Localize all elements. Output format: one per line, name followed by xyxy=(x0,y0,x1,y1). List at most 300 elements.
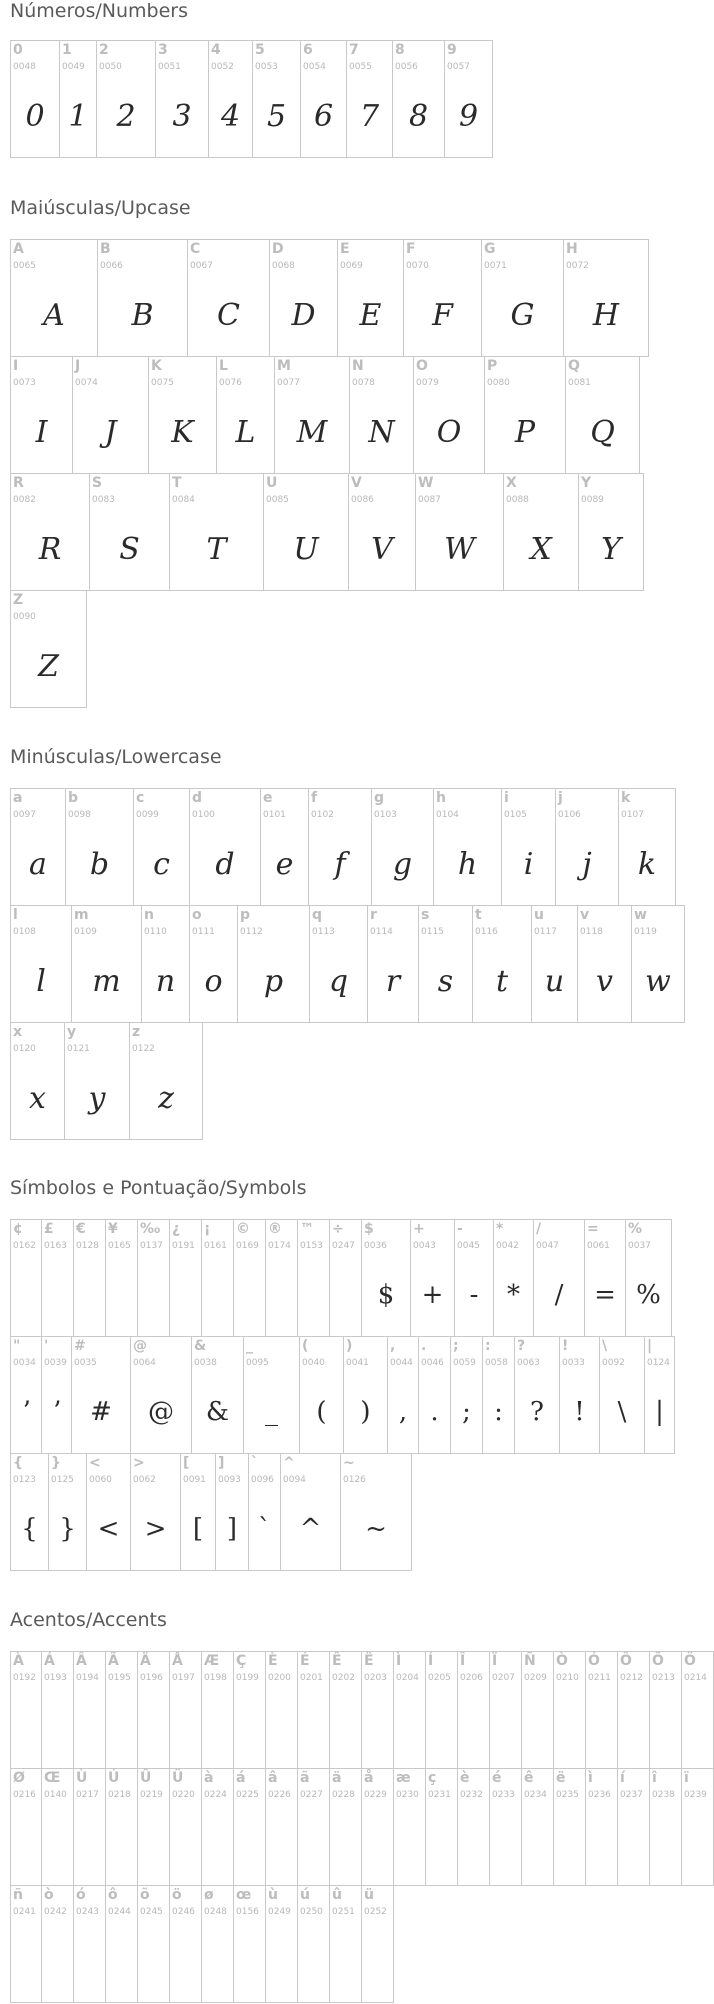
glyph-cell xyxy=(10,1336,42,1454)
glyph-char-label: O xyxy=(416,358,428,374)
glyph-code: 0064 xyxy=(133,1358,156,1368)
glyph-sample: G xyxy=(510,297,535,333)
glyph-cell xyxy=(73,1219,106,1337)
glyph-cell xyxy=(187,239,270,357)
glyph-cell xyxy=(410,1219,455,1337)
glyph-code: 0237 xyxy=(620,1790,643,1800)
glyph-code: 0052 xyxy=(211,62,234,72)
glyph-code: 0041 xyxy=(346,1358,369,1368)
glyph-cell xyxy=(41,1885,74,2003)
glyph-code: 0059 xyxy=(453,1358,476,1368)
glyph-cell xyxy=(10,590,87,708)
glyph-sample: Y xyxy=(601,531,621,567)
glyph-sample: n xyxy=(155,963,176,999)
glyph-code: 0112 xyxy=(240,927,263,937)
glyph-sample: 8 xyxy=(408,98,429,134)
glyph-cell xyxy=(280,1453,341,1571)
glyph-char-label: C xyxy=(190,241,201,257)
glyph-char-label: Z xyxy=(13,592,24,608)
glyph-char-label: ( xyxy=(302,1338,309,1354)
glyph-sample: K xyxy=(171,414,194,450)
glyph-char-label: Ã xyxy=(108,1653,119,1669)
glyph-cell xyxy=(565,356,640,474)
glyph-char-label: T xyxy=(172,475,182,491)
glyph-char-label: Ó xyxy=(588,1653,600,1669)
glyph-char-label: @ xyxy=(133,1338,147,1354)
glyph-char-label: Ï xyxy=(492,1653,498,1669)
glyph-char-label: Å xyxy=(172,1653,183,1669)
glyph-char-label: < xyxy=(89,1455,101,1471)
glyph-char-label: ~ xyxy=(343,1455,355,1471)
glyph-sample xyxy=(330,1254,361,1336)
glyph-cell xyxy=(141,905,190,1023)
glyph-char-label: á xyxy=(236,1770,246,1786)
glyph-cell xyxy=(73,1651,106,1769)
glyph-cell xyxy=(393,1651,426,1769)
glyph-char-label: $ xyxy=(364,1221,374,1237)
glyph-code: 0242 xyxy=(44,1907,67,1917)
glyph-sample xyxy=(330,1803,361,1885)
glyph-char-label: y xyxy=(67,1024,77,1040)
glyph-sample xyxy=(490,1803,521,1885)
glyph-code: 0206 xyxy=(460,1673,483,1683)
glyph-code: 0078 xyxy=(352,378,375,388)
glyph-cell xyxy=(297,1768,330,1886)
glyph-cell xyxy=(201,1885,234,2003)
glyph-code: 0228 xyxy=(332,1790,355,1800)
glyph-cell xyxy=(649,1768,682,1886)
glyph-char-label: Ä xyxy=(140,1653,151,1669)
glyph-code: 0100 xyxy=(192,810,215,820)
glyph-sample: 7 xyxy=(359,98,380,134)
glyph-code: 0042 xyxy=(496,1241,519,1251)
glyph-cell xyxy=(263,473,349,591)
glyph-code: 0224 xyxy=(204,1790,227,1800)
glyph-char-label: * xyxy=(496,1221,504,1237)
glyph-code: 0043 xyxy=(413,1241,436,1251)
glyph-code: 0110 xyxy=(144,927,167,937)
glyph-sample xyxy=(394,1686,425,1768)
glyph-cell xyxy=(10,1651,42,1769)
glyph-code: 0239 xyxy=(684,1790,707,1800)
glyph-code: 0071 xyxy=(484,261,507,271)
glyph-sample xyxy=(11,1254,41,1336)
glyph-sample: 4 xyxy=(220,98,241,134)
glyph-cell xyxy=(10,788,66,906)
glyph-cell xyxy=(41,1336,72,1454)
glyph-cell xyxy=(297,1885,330,2003)
glyph-code: 0213 xyxy=(652,1673,675,1683)
glyph-cell xyxy=(137,1219,170,1337)
glyph-char-label: N xyxy=(352,358,364,374)
glyph-code: 0040 xyxy=(302,1358,325,1368)
glyph-code: 0192 xyxy=(13,1673,36,1683)
section-title-lowercase: Minúsculas/Lowercase xyxy=(10,746,222,768)
glyph-cell xyxy=(649,1651,682,1769)
glyph-char-label: 4 xyxy=(211,42,221,58)
glyph-char-label: Ö xyxy=(684,1653,696,1669)
glyph-char-label: " xyxy=(13,1338,21,1354)
glyph-code: 0225 xyxy=(236,1790,259,1800)
glyph-code: 0230 xyxy=(396,1790,419,1800)
glyph-char-label: k xyxy=(621,790,631,806)
glyph-code: 0198 xyxy=(204,1673,227,1683)
glyph-char-label: ö xyxy=(172,1887,182,1903)
glyph-code: 0248 xyxy=(204,1907,227,1917)
glyph-sample: \ xyxy=(617,1397,627,1427)
glyph-char-label: ó xyxy=(76,1887,86,1903)
glyph-sample xyxy=(42,1803,73,1885)
glyph-sample: j xyxy=(582,846,592,882)
glyph-char-label: n xyxy=(144,907,154,923)
glyph-code: 0118 xyxy=(580,927,603,937)
glyph-code: 0216 xyxy=(13,1790,36,1800)
glyph-code: 0057 xyxy=(447,62,470,72)
glyph-char-label: Ô xyxy=(620,1653,632,1669)
glyph-sample xyxy=(458,1686,489,1768)
glyph-code: 0219 xyxy=(140,1790,163,1800)
glyph-sample xyxy=(74,1920,105,2002)
glyph-cell xyxy=(41,1219,74,1337)
glyph-sample xyxy=(202,1686,233,1768)
glyph-code: 0210 xyxy=(556,1673,579,1683)
glyph-sample: : xyxy=(494,1397,503,1427)
glyph-sample: u xyxy=(544,963,565,999)
glyph-char-label: E xyxy=(340,241,350,257)
glyph-cell xyxy=(105,1651,138,1769)
glyph-cell xyxy=(457,1651,490,1769)
glyph-code: 0044 xyxy=(390,1358,413,1368)
glyph-sample: ] xyxy=(226,1514,238,1544)
glyph-sample xyxy=(586,1803,617,1885)
glyph-cell xyxy=(10,905,72,1023)
glyph-sample xyxy=(42,1254,73,1336)
glyph-cell xyxy=(10,473,90,591)
glyph-cell xyxy=(105,1885,138,2003)
glyph-code: 0068 xyxy=(272,261,295,271)
glyph-sample: N xyxy=(368,414,395,450)
glyph-char-label: ) xyxy=(346,1338,353,1354)
glyph-sample xyxy=(458,1803,489,1885)
glyph-code: 0231 xyxy=(428,1790,451,1800)
glyph-cell xyxy=(599,1336,645,1454)
glyph-code: 0245 xyxy=(140,1907,163,1917)
glyph-char-label: ø xyxy=(204,1887,214,1903)
glyph-cell xyxy=(329,1885,362,2003)
glyph-cell xyxy=(425,1651,458,1769)
glyph-code: 0033 xyxy=(562,1358,585,1368)
glyph-sample: $ xyxy=(377,1280,395,1310)
glyph-cell xyxy=(89,473,170,591)
glyph-char-label: © xyxy=(236,1221,250,1237)
glyph-code: 0123 xyxy=(13,1475,36,1485)
glyph-char-label: 7 xyxy=(349,42,359,58)
glyph-code: 0056 xyxy=(395,62,418,72)
glyph-sample: ` xyxy=(258,1514,271,1544)
glyph-code: 0207 xyxy=(492,1673,515,1683)
glyph-char-label: 0 xyxy=(13,42,23,58)
glyph-char-label: i xyxy=(504,790,509,806)
glyph-cell xyxy=(577,905,632,1023)
glyph-char-label: Ø xyxy=(13,1770,25,1786)
glyph-sample xyxy=(202,1920,233,2002)
glyph-code: 0249 xyxy=(268,1907,291,1917)
glyph-code: 0063 xyxy=(517,1358,540,1368)
glyph-cell xyxy=(346,40,393,158)
glyph-cell xyxy=(531,905,578,1023)
glyph-code: 0236 xyxy=(588,1790,611,1800)
glyph-code: 0055 xyxy=(349,62,372,72)
glyph-sample xyxy=(618,1803,649,1885)
glyph-sample xyxy=(266,1920,297,2002)
glyph-cell xyxy=(64,1022,130,1140)
glyph-sample: / xyxy=(554,1280,564,1310)
glyph-sample: q xyxy=(328,963,349,999)
glyph-code: 0083 xyxy=(92,495,115,505)
glyph-cell xyxy=(585,1651,618,1769)
glyph-cell xyxy=(489,1768,522,1886)
glyph-code: 0107 xyxy=(621,810,644,820)
glyph-code: 0073 xyxy=(13,378,36,388)
glyph-char-label: Y xyxy=(581,475,592,491)
glyph-char-label: ¢ xyxy=(13,1221,23,1237)
glyph-sample: F xyxy=(432,297,453,333)
glyph-sample: L xyxy=(235,414,256,450)
glyph-code: 0200 xyxy=(268,1673,291,1683)
glyph-sample: g xyxy=(392,846,413,882)
glyph-code: 0046 xyxy=(421,1358,444,1368)
glyph-sample: ! xyxy=(574,1397,585,1427)
glyph-char-label: ì xyxy=(588,1770,593,1786)
glyph-cell xyxy=(105,1768,138,1886)
glyph-row-lowercase-1 xyxy=(10,788,676,906)
glyph-cell xyxy=(72,356,149,474)
glyph-char-label: L xyxy=(219,358,228,374)
glyph-code: 0039 xyxy=(44,1358,67,1368)
glyph-sample: Z xyxy=(38,648,59,684)
glyph-code: 0070 xyxy=(406,261,429,271)
glyph-cell xyxy=(403,239,482,357)
glyph-cell xyxy=(237,905,310,1023)
glyph-char-label: m xyxy=(74,907,89,923)
glyph-sample xyxy=(298,1803,329,1885)
glyph-sample: 0 xyxy=(25,98,45,134)
glyph-row-accents-1 xyxy=(10,1651,714,1769)
glyph-code: 0099 xyxy=(136,810,159,820)
glyph-cell xyxy=(10,1022,65,1140)
glyph-sample: d xyxy=(215,846,235,882)
glyph-char-label: ¡ xyxy=(204,1221,211,1237)
glyph-sample xyxy=(170,1920,201,2002)
glyph-code: 0038 xyxy=(194,1358,217,1368)
glyph-code: 0214 xyxy=(684,1673,707,1683)
glyph-code: 0047 xyxy=(536,1241,559,1251)
glyph-code: 0051 xyxy=(158,62,181,72)
glyph-sample xyxy=(170,1686,201,1768)
glyph-char-label: 2 xyxy=(99,42,109,58)
glyph-cell xyxy=(265,1219,298,1337)
glyph-code: 0197 xyxy=(172,1673,195,1683)
glyph-char-label: l xyxy=(13,907,18,923)
glyph-code: 0252 xyxy=(364,1907,387,1917)
glyph-cell xyxy=(387,1336,419,1454)
glyph-cell xyxy=(169,473,264,591)
glyph-char-label: Á xyxy=(44,1653,55,1669)
glyph-cell xyxy=(133,788,190,906)
glyph-cell xyxy=(97,239,188,357)
glyph-char-label: I xyxy=(13,358,19,374)
glyph-sample: e xyxy=(275,846,294,882)
glyph-code: 0209 xyxy=(524,1673,547,1683)
glyph-cell xyxy=(233,1219,266,1337)
glyph-char-label: M xyxy=(277,358,291,374)
glyph-cell xyxy=(418,905,473,1023)
glyph-sample: 1 xyxy=(68,98,88,134)
glyph-cell xyxy=(625,1219,672,1337)
glyph-cell xyxy=(10,1885,42,2003)
glyph-cell xyxy=(631,905,685,1023)
section-title-upcase: Maiúsculas/Upcase xyxy=(10,197,191,219)
glyph-code: 0106 xyxy=(558,810,581,820)
glyph-cell xyxy=(215,1453,249,1571)
glyph-code: 0212 xyxy=(620,1673,643,1683)
glyph-cell xyxy=(450,1336,483,1454)
glyph-cell xyxy=(201,1219,234,1337)
glyph-row-symbols-2 xyxy=(10,1336,675,1454)
glyph-sample: ^ xyxy=(299,1514,322,1544)
glyph-cell xyxy=(201,1768,234,1886)
glyph-char-label: Ë xyxy=(364,1653,374,1669)
glyph-char-label: j xyxy=(558,790,563,806)
glyph-sample xyxy=(234,1686,265,1768)
glyph-char-label: 5 xyxy=(255,42,265,58)
glyph-cell xyxy=(329,1768,362,1886)
glyph-char-label: æ xyxy=(396,1770,411,1786)
glyph-sample: + xyxy=(421,1280,444,1310)
glyph-sample: Q xyxy=(590,414,615,450)
glyph-sample xyxy=(42,1920,73,2002)
glyph-code: 0241 xyxy=(13,1907,36,1917)
glyph-char-label: c xyxy=(136,790,145,806)
glyph-code: 0104 xyxy=(436,810,459,820)
glyph-cell xyxy=(169,1885,202,2003)
glyph-sample xyxy=(362,1803,393,1885)
glyph-code: 0232 xyxy=(460,1790,483,1800)
glyph-code: 0169 xyxy=(236,1241,259,1251)
glyph-code: 0082 xyxy=(13,495,36,505)
glyph-sample xyxy=(682,1803,713,1885)
glyph-cell xyxy=(329,1651,362,1769)
glyph-code: 0243 xyxy=(76,1907,99,1917)
glyph-cell xyxy=(48,1453,87,1571)
glyph-char-label: Õ xyxy=(652,1653,664,1669)
glyph-char-label: Ù xyxy=(76,1770,88,1786)
glyph-sample: o xyxy=(204,963,223,999)
glyph-code: 0229 xyxy=(364,1790,387,1800)
glyph-cell xyxy=(559,1336,600,1454)
glyph-sample: 2 xyxy=(116,98,136,134)
glyph-char-label: ä xyxy=(332,1770,342,1786)
glyph-sample xyxy=(266,1254,297,1336)
glyph-char-label: ¥ xyxy=(108,1221,118,1237)
glyph-cell xyxy=(41,1768,74,1886)
glyph-cell xyxy=(137,1768,170,1886)
glyph-sample xyxy=(11,1920,41,2002)
glyph-cell xyxy=(418,1336,451,1454)
glyph-char-label: Â xyxy=(76,1653,87,1669)
glyph-char-label: ü xyxy=(364,1887,374,1903)
glyph-cell xyxy=(65,788,134,906)
glyph-cell xyxy=(208,40,253,158)
glyph-cell xyxy=(71,905,142,1023)
glyph-char-label: S xyxy=(92,475,103,491)
glyph-char-label: W xyxy=(418,475,434,491)
glyph-sample: b xyxy=(89,846,110,882)
glyph-sample: p xyxy=(263,963,284,999)
glyph-cell xyxy=(681,1651,714,1769)
glyph-sample xyxy=(554,1686,585,1768)
glyph-cell xyxy=(553,1768,586,1886)
glyph-row-accents-2 xyxy=(10,1768,714,1886)
glyph-code: 0036 xyxy=(364,1241,387,1251)
glyph-cell xyxy=(393,1768,426,1886)
glyph-char-label: b xyxy=(68,790,79,806)
glyph-cell xyxy=(617,1651,650,1769)
glyph-code: 0193 xyxy=(44,1673,67,1683)
glyph-char-label: ™ xyxy=(300,1221,314,1237)
glyph-cell xyxy=(457,1768,490,1886)
glyph-char-label: g xyxy=(374,790,385,806)
glyph-char-label: K xyxy=(151,358,162,374)
glyph-char-label: ú xyxy=(300,1887,310,1903)
glyph-cell xyxy=(96,40,156,158)
glyph-sample: V xyxy=(371,531,393,567)
glyph-code: 0121 xyxy=(67,1044,90,1054)
glyph-char-label: 8 xyxy=(395,42,405,58)
glyph-cell xyxy=(299,1336,344,1454)
glyph-char-label: ÷ xyxy=(332,1221,344,1237)
glyph-sample xyxy=(522,1803,553,1885)
glyph-char-label: G xyxy=(484,241,496,257)
glyph-cell xyxy=(444,40,493,158)
glyph-sample: r xyxy=(385,963,401,999)
glyph-cell xyxy=(481,239,564,357)
glyph-cell xyxy=(252,40,301,158)
glyph-sample: A xyxy=(43,297,65,333)
glyph-sample: T xyxy=(206,531,227,567)
glyph-code: 0217 xyxy=(76,1790,99,1800)
glyph-code: 0084 xyxy=(172,495,195,505)
glyph-sample xyxy=(426,1686,457,1768)
glyph-sample: k xyxy=(637,846,657,882)
glyph-sample xyxy=(138,1920,169,2002)
glyph-code: 0053 xyxy=(255,62,278,72)
glyph-char-label: 9 xyxy=(447,42,457,58)
glyph-char-label: Œ xyxy=(44,1770,61,1786)
glyph-cell xyxy=(563,239,649,357)
glyph-code: 0058 xyxy=(485,1358,508,1368)
glyph-code: 0247 xyxy=(332,1241,355,1251)
glyph-sample: 3 xyxy=(172,98,192,134)
glyph-sample: & xyxy=(205,1397,230,1427)
glyph-cell xyxy=(472,905,532,1023)
glyph-row-upcase-4 xyxy=(10,590,87,708)
glyph-sample xyxy=(650,1686,681,1768)
glyph-sample xyxy=(11,1686,41,1768)
glyph-cell xyxy=(433,788,502,906)
glyph-code: 0105 xyxy=(504,810,527,820)
glyph-sample: J xyxy=(104,414,117,450)
